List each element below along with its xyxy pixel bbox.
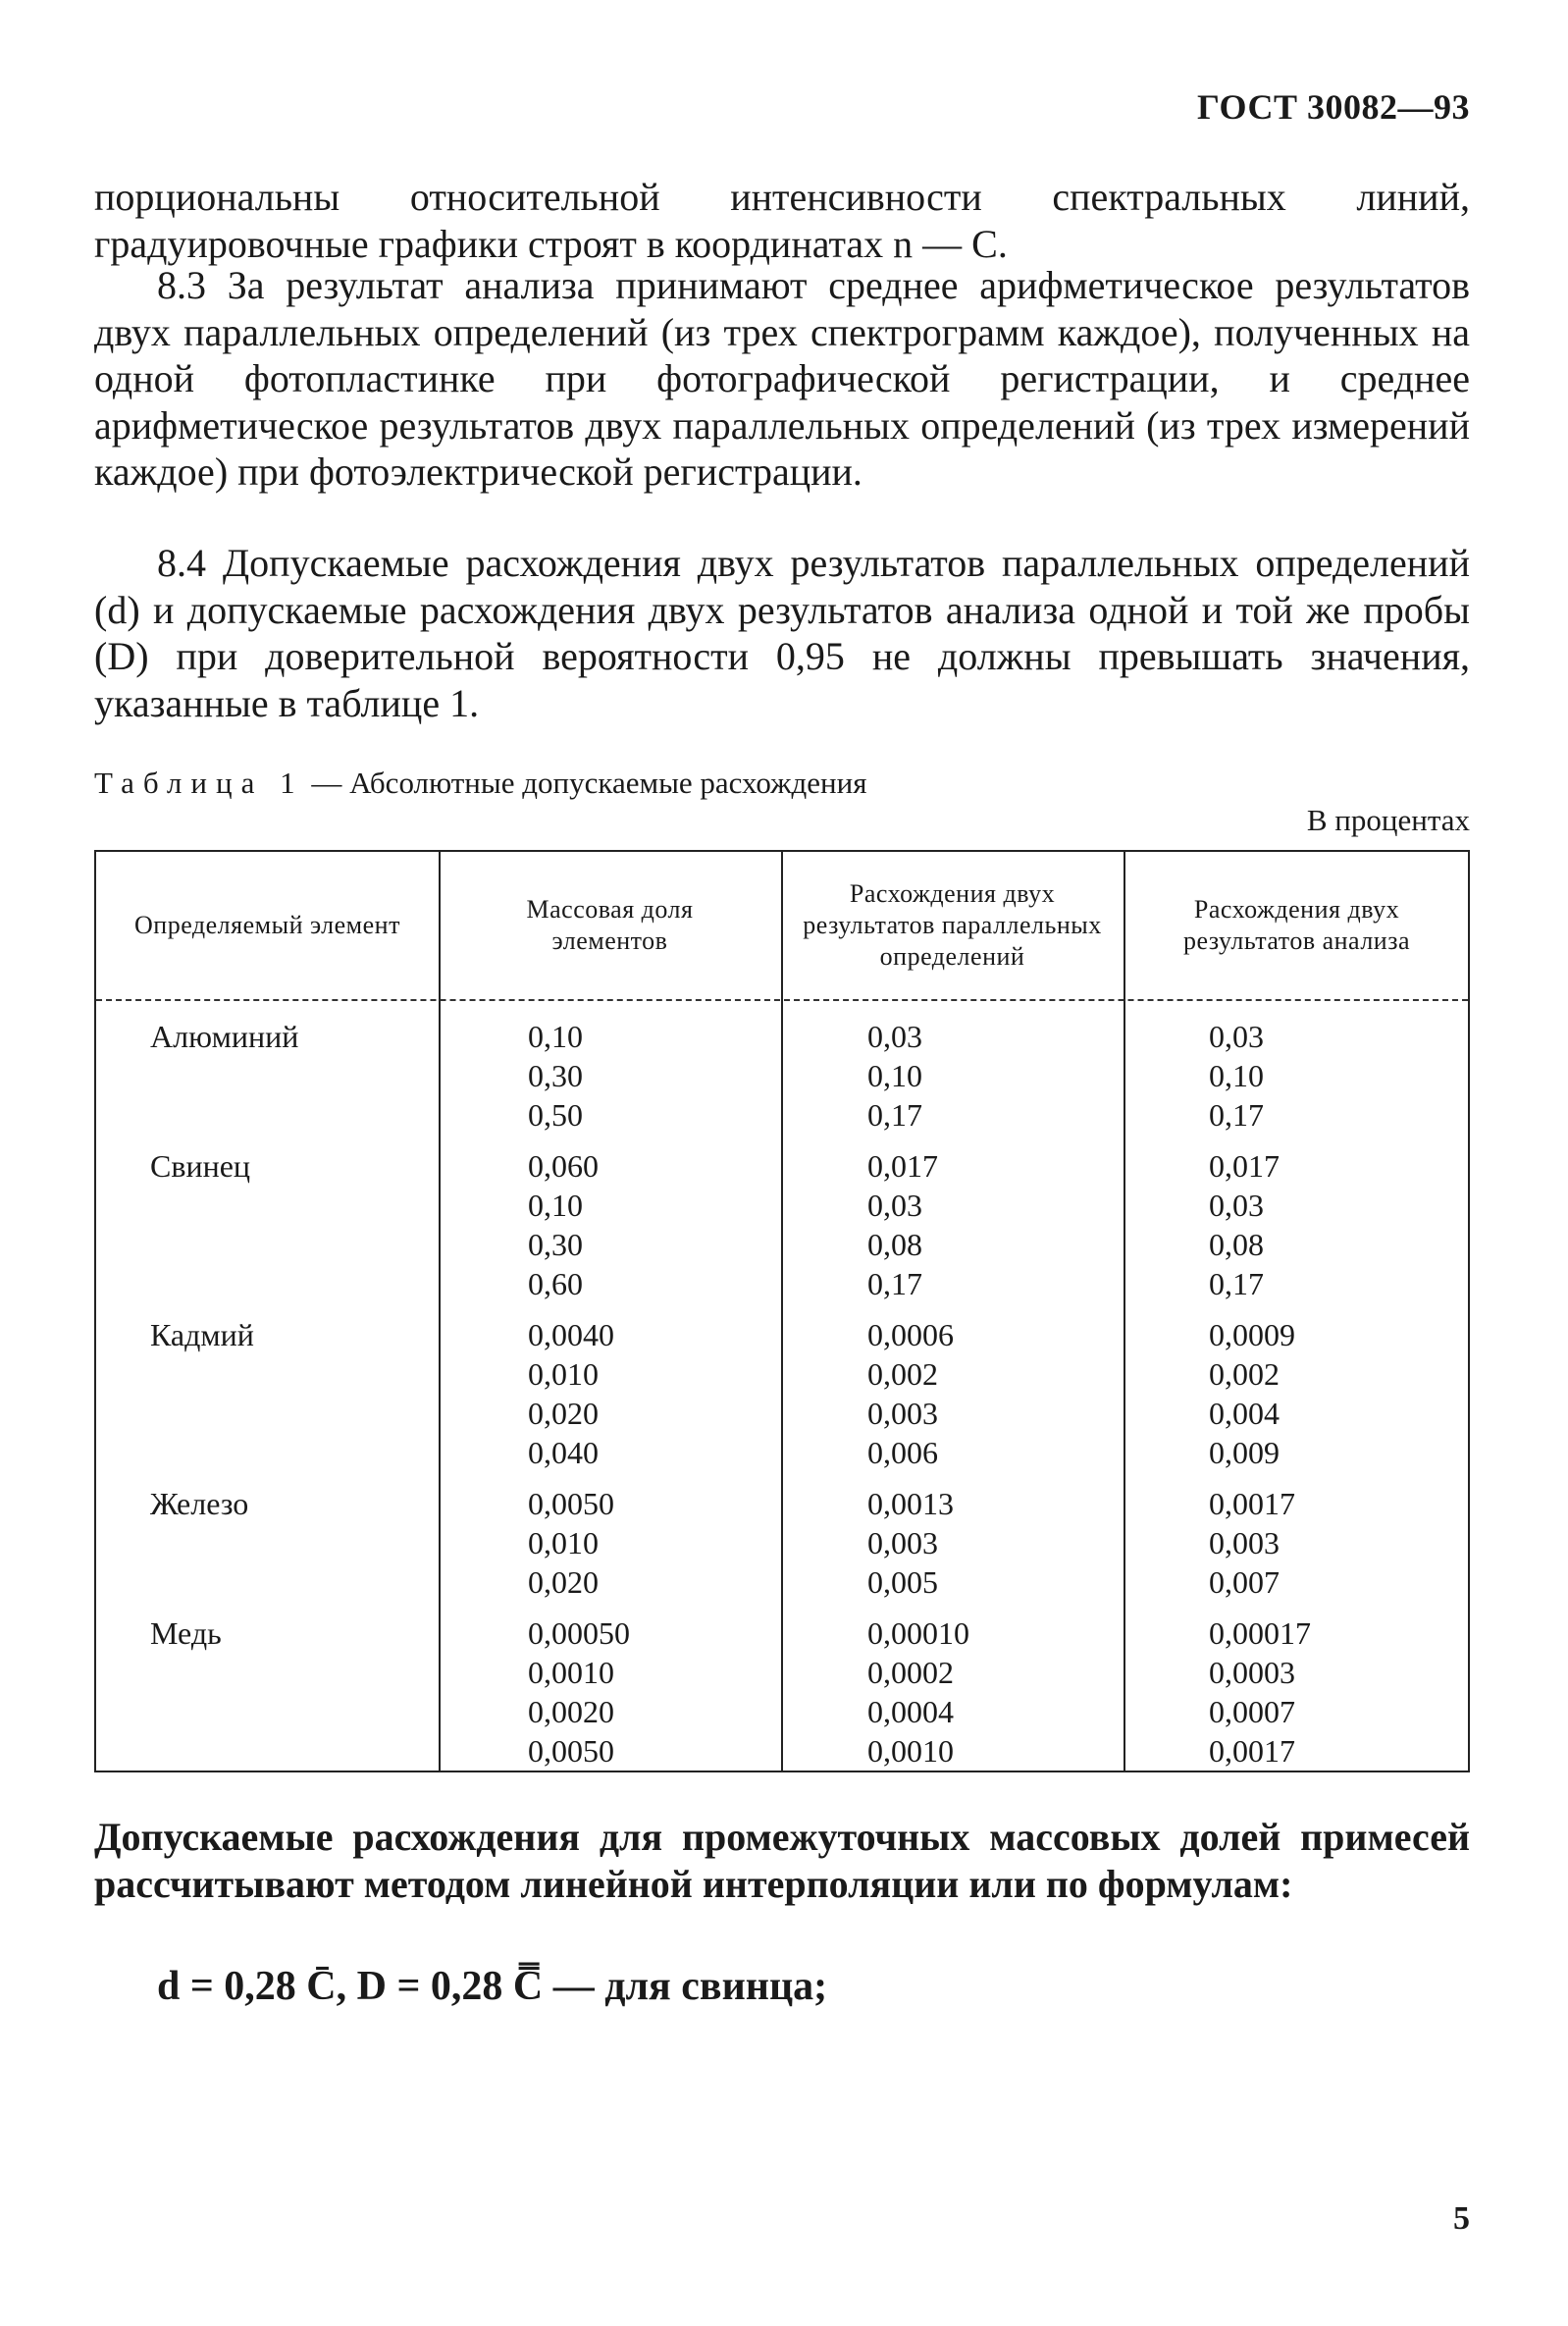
element-name: Кадмий (150, 1317, 254, 1352)
table-caption (94, 766, 866, 801)
table-value: 0,0013 (867, 1486, 954, 1521)
header-separator (96, 999, 1468, 1001)
table-value: 0,10 (1209, 1058, 1264, 1093)
table-value: 0,00017 (1209, 1615, 1311, 1651)
element-name: Железо (150, 1486, 249, 1521)
table-value: 0,006 (867, 1435, 938, 1470)
header-parallel-deviation: Расхождения двух результатов параллельных определений (803, 879, 1102, 971)
table-value: 0,007 (1209, 1564, 1280, 1600)
mass-fraction-cell (528, 1613, 630, 1771)
table-value: 0,0050 (528, 1733, 614, 1769)
header-mass-fraction: Массовая доля элементов (526, 895, 694, 955)
table-value: 0,003 (1209, 1525, 1280, 1560)
table-value: 0,0020 (528, 1694, 614, 1729)
table-value: 0,10 (867, 1058, 922, 1093)
table-value: 0,002 (867, 1356, 938, 1392)
page-number: 5 (1453, 2200, 1470, 2237)
mass-fraction-cell (528, 1146, 599, 1303)
table-value: 0,17 (1209, 1097, 1264, 1133)
table-value: 0,0009 (1209, 1317, 1295, 1352)
analysis-deviation-cell (1209, 1146, 1280, 1303)
table-value: 0,020 (528, 1396, 599, 1431)
table-value: 0,00010 (867, 1615, 969, 1651)
element-name: Алюминий (150, 1019, 299, 1054)
table-value: 0,03 (1209, 1188, 1264, 1223)
table-value: 0,03 (1209, 1019, 1264, 1054)
analysis-deviation-cell (1209, 1484, 1295, 1602)
table-value: 0,30 (528, 1227, 583, 1262)
table-value: 0,0050 (528, 1486, 614, 1521)
table-value: 0,10 (528, 1188, 583, 1223)
table-value: 0,0017 (1209, 1486, 1295, 1521)
table-value: 0,0002 (867, 1655, 954, 1690)
mass-fraction-cell (528, 1484, 614, 1602)
table-value: 0,009 (1209, 1435, 1280, 1470)
analysis-deviation-cell (1209, 1017, 1264, 1135)
table-value: 0,010 (528, 1356, 599, 1392)
interpolation-paragraph: Допускаемые расхождения для промежуточных массовых долей примесей рассчитывают методом линейной интерполяции или по формулам: (94, 1815, 1470, 1906)
parallel-deviation-cell (867, 1146, 938, 1303)
table-value: 0,50 (528, 1097, 583, 1133)
mass-fraction-cell (528, 1315, 614, 1472)
table-value: 0,003 (867, 1396, 938, 1431)
paragraph-8-3: 8.3 За результат анализа принимают среднее арифметическое результатов двух параллельных определений (из трех спектрограмм каждое), полученных на одной фотопластинке при фотографической регистрации, и среднее арифметическое результатов двух параллельных определений (из трех измерений каждое) при фотоэлектрической регистрации. (94, 263, 1470, 494)
document-id-header: ГОСТ 30082—93 (1197, 87, 1470, 127)
table-value: 0,040 (528, 1435, 599, 1470)
parallel-deviation-cell (867, 1613, 969, 1771)
table-value: 0,0010 (528, 1655, 614, 1690)
table-value: 0,08 (1209, 1227, 1264, 1262)
table-value: 0,17 (1209, 1266, 1264, 1301)
table-value: 0,004 (1209, 1396, 1280, 1431)
table-value: 0,17 (867, 1266, 922, 1301)
table-value: 0,03 (867, 1019, 922, 1054)
header-analysis-deviation: Расхождения двух результатов анализа (1182, 895, 1411, 955)
analysis-deviation-cell (1209, 1315, 1295, 1472)
table-value: 0,060 (528, 1148, 599, 1184)
table-value: 0,0040 (528, 1317, 614, 1352)
table-value: 0,0006 (867, 1317, 954, 1352)
table-value: 0,0010 (867, 1733, 954, 1769)
parallel-deviation-cell (867, 1315, 954, 1472)
table-value: 0,010 (528, 1525, 599, 1560)
table-value: 0,0017 (1209, 1733, 1295, 1769)
parallel-deviation-cell (867, 1484, 954, 1602)
table-value: 0,17 (867, 1097, 922, 1133)
table-value: 0,60 (528, 1266, 583, 1301)
element-name: Медь (150, 1615, 222, 1651)
table-value: 0,00050 (528, 1615, 630, 1651)
table-value: 0,03 (867, 1188, 922, 1223)
table-value: 0,0004 (867, 1694, 954, 1729)
table-value: 0,08 (867, 1227, 922, 1262)
table-value: 0,0007 (1209, 1694, 1295, 1729)
mass-fraction-cell (528, 1017, 583, 1135)
lead-formula: d = 0,28 C̄, D = 0,28 C̿ — для свинца; (157, 1964, 828, 2009)
table-unit-label: В процентах (1306, 803, 1470, 837)
table-value: 0,0003 (1209, 1655, 1295, 1690)
table-value: 0,002 (1209, 1356, 1280, 1392)
table-value: 0,020 (528, 1564, 599, 1600)
table-value: 0,10 (528, 1019, 583, 1054)
parallel-deviation-cell (867, 1017, 922, 1135)
paragraph-continuation: порциональны относительной интенсивности спектральных линий, градуировочные графики строят в координатах n — C. (94, 175, 1470, 266)
table-value: 0,003 (867, 1525, 938, 1560)
analysis-deviation-cell (1209, 1613, 1311, 1771)
paragraph-8-4: 8.4 Допускаемые расхождения двух результатов параллельных определений (d) и допускаемые расхождения двух результатов анализа одной и той же пробы (D) при доверительной вероятности 0,95 не должны превышать значения, указанные в таблице 1. (94, 541, 1470, 725)
table-value: 0,017 (867, 1148, 938, 1184)
table-caption-label: Таблица 1 (94, 766, 304, 800)
deviation-table (94, 850, 1470, 1772)
header-element: Определяемый элемент (134, 911, 400, 939)
table-value: 0,30 (528, 1058, 583, 1093)
table-value: 0,017 (1209, 1148, 1280, 1184)
table-caption-text: — Абсолютные допускаемые расхождения (311, 766, 867, 800)
table-value: 0,005 (867, 1564, 938, 1600)
element-name: Свинец (150, 1148, 251, 1184)
